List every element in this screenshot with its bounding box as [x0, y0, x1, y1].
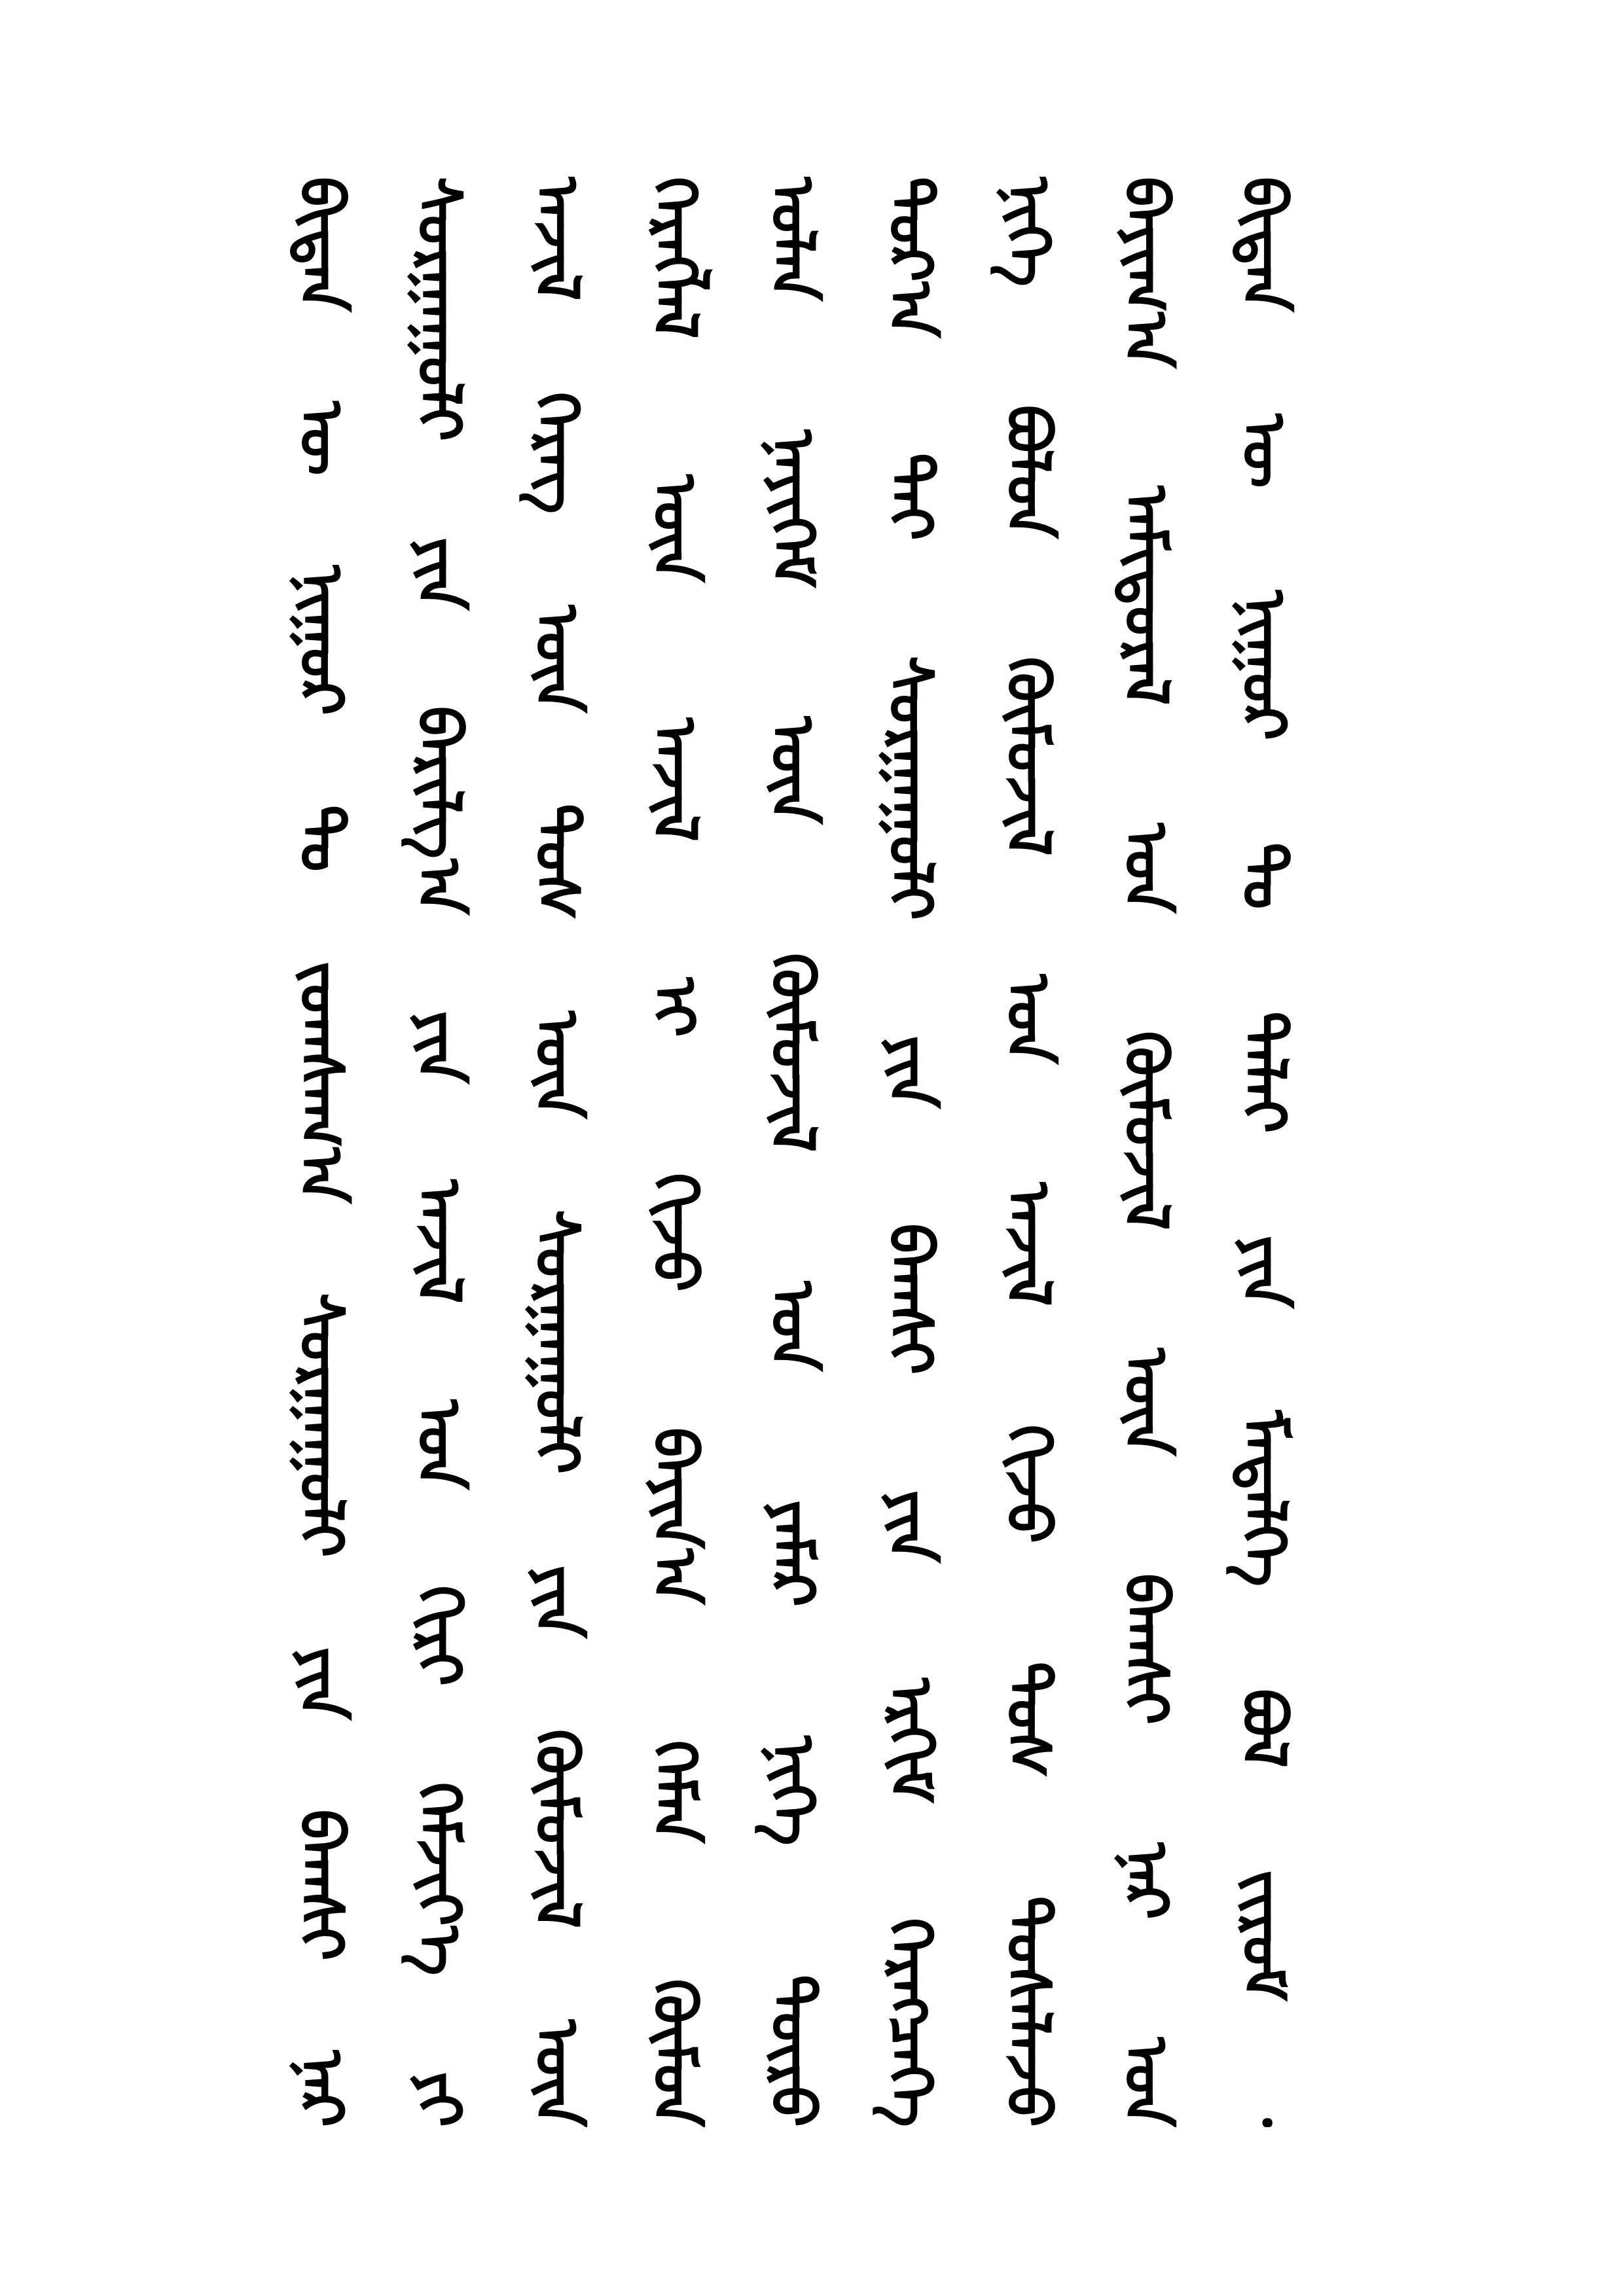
- text-column-2: ᠰᠤᠷᠭᠠᠭᠤᠯᠢ ᠶᠢᠨ ᠪᠠᠷᠢᠯᠭ᠎ᠠ ᠶᠢᠨ ᠠᠵᠢᠯ ᠤᠨ ᠬᠢᠷᠢ ᠬᠡᠮᠵᠢᠶ᠎ᠡ ᠶᠢ: [404, 177, 474, 2127]
- text-column-3: ᠠᠵᠢᠯ ᠬᠡᠷᠡᠭ ᠦᠨ ᠲᠤᠰ ᠦᠨ ᠰᠤᠷᠭᠠᠭᠤᠯᠢ ᠶᠢᠨ ᠬᠦᠮᠦᠵᠢᠯ ᠦᠨ: [522, 177, 592, 2127]
- text-column-8: ᠪᠠᠶᠢᠭ᠎ᠠ ᠠᠮᠢᠳᠤᠷᠠᠯ ᠤᠨ ᠬᠦᠮᠦᠵᠢᠯ ᠦᠨ ᠪᠠᠭᠰᠢ ᠨᠠᠷ ᠤᠨ: [1111, 177, 1181, 2127]
- text-column-1: ᠪᠢᠳᠡᠨ ᠦ ᠨᠢᠭᠤᠷ ᠲᠤ ᠵᠤᠭᠰᠠᠭ᠎ᠠ ᠰᠤᠷᠭᠠᠭᠤᠯᠢ ᠶᠢᠨ ᠪᠠᠭᠰᠢ ᠨᠠᠷ: [286, 177, 356, 2127]
- text-column-7: ᠨᠢᠭᠡ ᠪᠣᠯᠤᠨ ᠬᠦᠮᠦᠵᠢᠯ ᠤᠨ ᠠᠵᠢᠯ ᠬᠢᠵᠦ ᠲᠤᠰ ᠲᠤᠰᠠᠯᠠᠵᠤ: [993, 177, 1063, 2127]
- text-column-4: ᠬᠡᠷᠡᠭᠯᠡᠯ ᠦᠨ ᠠᠵᠢᠯ ᠢ ᠬᠢᠵᠦ ᠪᠠᠶᠢᠨ᠎ᠠ ᠬᠡᠮᠡᠨ ᠬᠦᠮᠦᠨ: [640, 177, 710, 2127]
- mongolian-text-block: [281, 177, 1303, 2127]
- text-column-9: ᠪᠢᠳᠡᠨ ᠦ ᠨᠢᠭᠤᠷ ᠲᠤ ᠳᠠᠯᠠᠢ ᠶᠢᠨ ᠮᠡᠳᠡᠯᠭᠡ ᠪᠣᠯ ᠵᠢᠷᠤᠮ ᠂: [1229, 177, 1299, 2127]
- text-column-5: ᠣᠯᠠᠨ ᠨᠡᠶᠢᠭᠡᠮ ᠦᠨ ᠬᠦᠮᠦᠵᠢᠯ ᠤᠨ ᠶᠠᠮᠠᠷ ᠨᠢᠭᠡ ᠲᠦᠷᠦ: [757, 177, 827, 2127]
- text-column-6: ᠳᠤᠷ᠎ᠠ ᠲᠠᠶ ᠰᠤᠷᠭᠠᠭᠤᠯᠢ ᠶᠢᠨ ᠪᠠᠭᠰᠢ ᠶᠢᠨ ᠡᠷᠬᠢᠮ ᠬᠡᠷᠡᠭᠴᠡᠭᠡ: [875, 177, 945, 2127]
